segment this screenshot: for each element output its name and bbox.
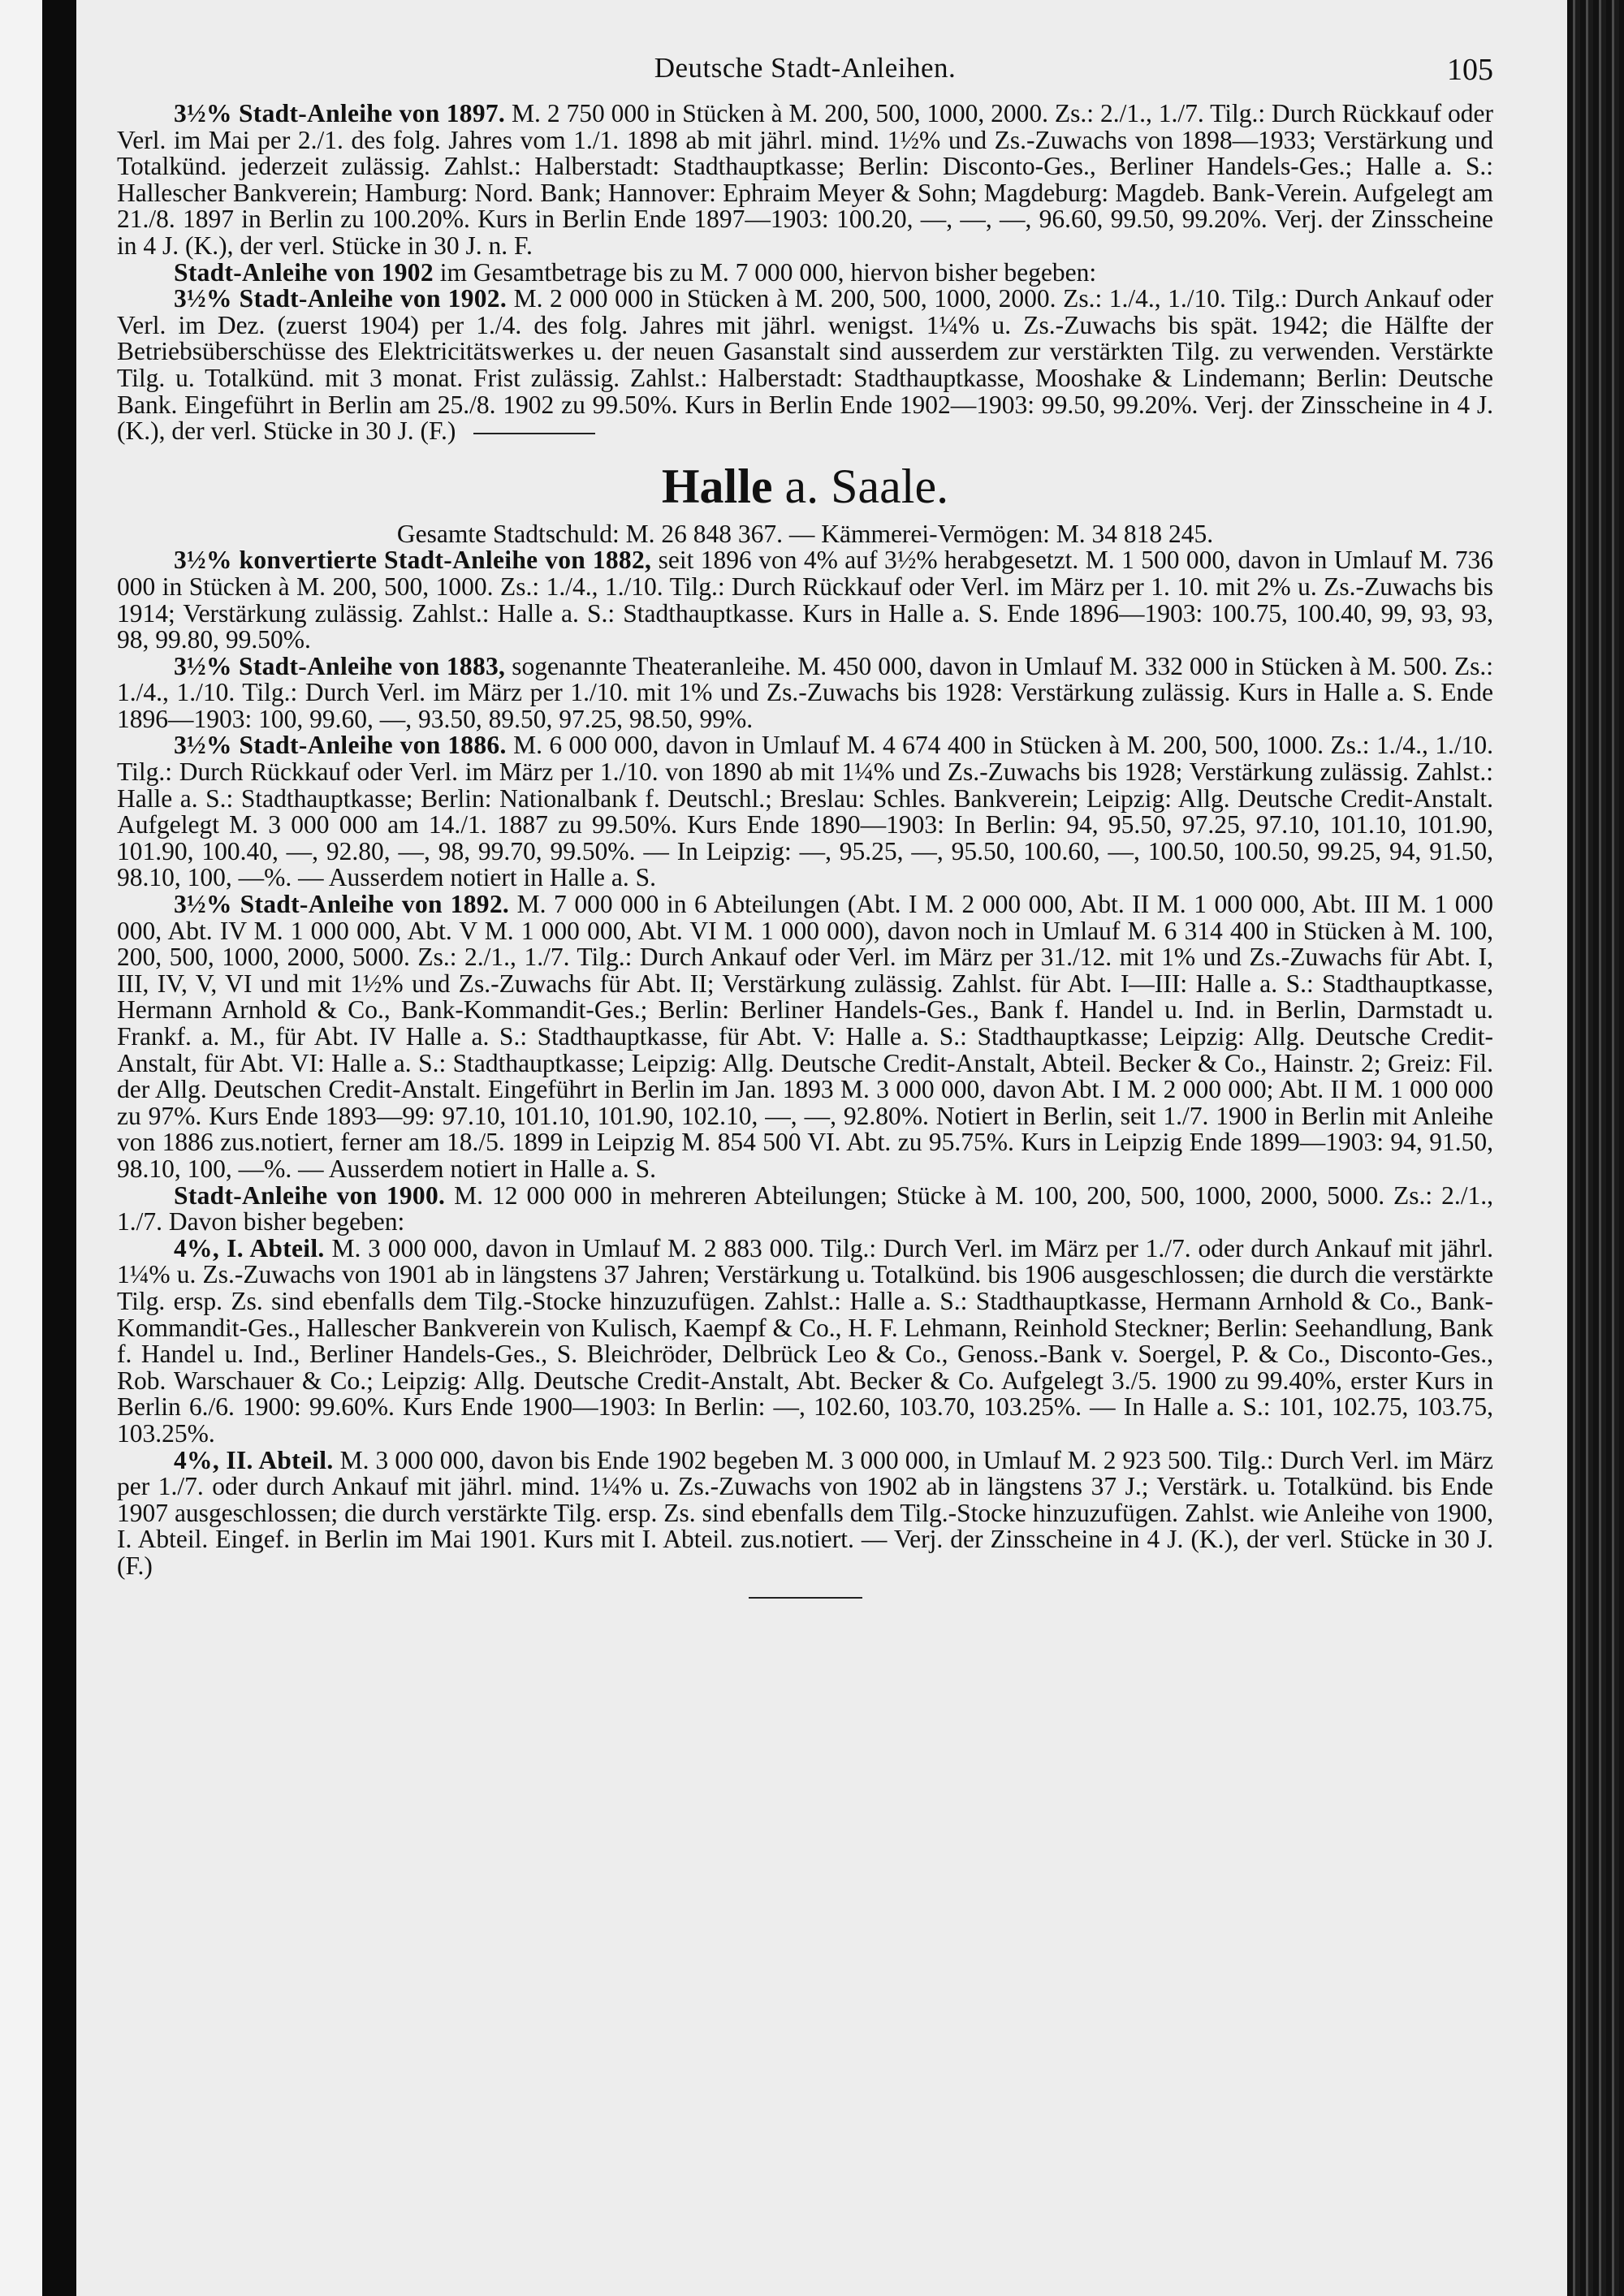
entry-body: im Gesamtbetrage bis zu M. 7 000 000, hiervon bisher begeben:: [439, 257, 1097, 287]
entry-halberstadt-1897: [117, 101, 1493, 260]
entry-halberstadt-1902-total: [117, 257, 1493, 287]
entry-lead: 3½% Stadt-Anleihe von 1886.: [174, 731, 507, 760]
entry-lead: 3½% Stadt-Anleihe von 1892.: [174, 890, 510, 919]
section-divider: [473, 433, 595, 434]
entry-lead: 3½% Stadt-Anleihe von 1902.: [174, 284, 508, 313]
entry-body: sogenannte Theateranleihe. M. 450 000, davon in Umlauf M. 332 000 in Stücken à M. 500. Zs.: 1./4., 1./10. Tilg.: Durch Verl. im März per 1./10. mit 1% und Zs.-Zuwachs bis 1928: Verstärkung zulässig. Kurs in Halle a. S. Ende 1896—1903: 100, 99.60, —, 93.50, 89.50, 97.25, 98.50, 99%.: [117, 651, 1493, 733]
running-head: [117, 52, 1493, 101]
entry-body: M. 12 000 000 in mehreren Abteilungen; Stücke à M. 100, 200, 500, 1000, 2000, 5000. Zs.: 2./1., 1./7. Davon bisher begeben:: [117, 1180, 1494, 1236]
entry-body: seit 1896 von 4% auf 3½% herabgesetzt. M. 1 500 000, davon in Umlauf M. 736 000 in Stücken à M. 200, 500, 1000. Zs.: 1./4., 1./10. Tilg.: Durch Rückkauf oder Verl. im März per 1. 10. mit 2% u. Zs.-Zuwachs bis 1914; Verstärkung zulässig. Zahlst.: Halle a. S.: Stadthauptkasse. Kurs in Halle a. S. Ende 1896—1903: 100.75, 100.40, 99, 93, 93, 98, 99.80, 99.50%.: [117, 546, 1494, 654]
entry-halberstadt-1902: [117, 286, 1493, 445]
entry-lead: 3½% Stadt-Anleihe von 1883,: [174, 651, 506, 680]
entry-halle-1900-abt2: [117, 1445, 1493, 1580]
entry-body: M. 2 000 000 in Stücken à M. 200, 500, 1000, 2000. Zs.: 1./4., 1./10. Tilg.: Durch Ankauf oder Verl. im Dez. (zuerst 1904) per 1./4. des folg. Jahres mit jährl. wenigst. 1¼% u. Zs.-Zuwachs bis spät. 1942; die Hälfte der Betriebsüberschüsse des Elektricitätswerkes u. der neuen Gasanstalt sind ausserdem zur verstärkten Tilg. zu verwenden. Verstärkte Tilg. u. Totalkünd. mit 3 monat. Frist zulässig. Zahlst.: Halberstadt: Stadthauptkasse, Mooshake & Lindemann; Berlin: Deutsche Bank. Eingeführt in Berlin am 25./8. 1902 zu 99.50%. Kurs in Berlin Ende 1902—1903: 99.50, 99.20%. Verj. der Zinsscheine in 4 J. (K.), der verl. Stücke in 30 J. (F.): [117, 284, 1493, 446]
entry-lead: 3½% konvertierte Stadt-Anleihe von 1882,: [174, 546, 652, 575]
entry-halle-1882: [117, 547, 1493, 653]
entry-halle-1900-abt1: [117, 1233, 1494, 1448]
entry-lead: 3½% Stadt-Anleihe von 1897.: [174, 99, 506, 127]
scan-margin-left: [0, 0, 42, 2296]
entry-halle-1892: [117, 891, 1493, 1183]
entry-halle-1886: [117, 732, 1493, 891]
page-number: 105: [1447, 53, 1493, 87]
entry-body: M. 3 000 000, davon in Umlauf M. 2 883 000. Tilg.: Durch Verl. im März per 1./7. oder durch Ankauf mit jährl. 1¼% u. Zs.-Zuwachs von 1901 ab in längstens 37 Jahren; Verstärkung u. Totalkünd. bis 1906 ausgeschlossen; die durch die verstärkte Tilg. ersp. Zs. sind ebenfalls dem Tilg.-Stocke hinzuzufügen. Zahlst.: Halle a. S.: Stadthauptkasse, Hermann Arnhold & Co., Bank-Kommandit-Ges., Hallescher Bankverein von Kulisch, Kaempf & Co., H. F. Lehmann, Reinhold Steckner; Berlin: Seehandlung, Bank f. Handel u. Ind., Berliner Handels-Ges., S. Bleichröder, Delbrück Leo & Co., Genoss.-Bank v. Soergel, P. & Co., Disconto-Ges., Rob. Warschauer & Co.; Leipzig: Allg. Deutsche Credit-Anstalt, Abt. Becker & Co. Aufgelegt 3./5. 1900 zu 99.40%, erster Kurs in Berlin 6./6. 1900: 99.60%. Kurs Ende 1900—1903: In Berlin: —, 102.60, 103.70, 103.25%. — In Halle a. S.: 101, 102.75, 103.75, 103.25%.: [117, 1233, 1494, 1448]
running-title: Deutsche Stadt-Anleihen.: [654, 52, 957, 84]
page: [76, 0, 1567, 2296]
entry-lead: 4%, II. Abteil.: [174, 1445, 334, 1474]
entry-body: M. 7 000 000 in 6 Abteilungen (Abt. I M. 2 000 000, Abt. II M. 1 000 000, Abt. III M. 1 000 000, Abt. IV M. 1 000 000, Abt. V M. 1 000 000, Abt. VI M. 1 000 000), davon noch in Umlauf M. 6 314 400 in Stücken à M. 100, 200, 500, 1000, 2000, 5000. Zs.: 2./1., 1./7. Tilg.: Durch Ankauf oder Verl. im März per 31./12. mit 1% und Zs.-Zuwachs für Abt. I, III, IV, V, VI und mit 1½% und Zs.-Zuwachs für Abt. II; Verstärkung zulässig. Zahlst. für Abt. I—III: Halle a. S.: Stadthauptkasse, Hermann Arnhold & Co., Bank-Kommandit-Ges.; Berlin: Berliner Handels-Ges., Bank f. Handel u. Ind. in Berlin, Darmstadt u. Frankf. a. M., für Abt. IV Halle a. S.: Stadthauptkasse, für Abt. V: Halle a. S.: Stadthauptkasse; Leipzig: Allg. Deutsche Credit-Anstalt, für Abt. VI: Halle a. S.: Stadthauptkasse; Leipzig: Allg. Deutsche Credit-Anstalt, Abteil. Becker & Co., Hainstr. 2; Greiz: Fil. der Allg. Deutschen Credit-Anstalt. Eingeführt in Berlin im Jan. 1893 M. 3 000 000, davon Abt. I M. 2 000 000; Abt. II M. 1 000 000 zu 97%. Kurs Ende 1893—99: 97.10, 101.10, 101.90, 102.10, —, —, 92.80%. Notiert in Berlin, seit 1./7. 1900 in Berlin mit Anleihe von 1886 zus.notiert, ferner am 18./5. 1899 in Leipzig M. 854 500 VI. Abt. zu 95.75%. Kurs in Leipzig Ende 1899—1903: 94, 91.50, 98.10, 100, —%. — Ausserdem notiert in Halle a. S.: [117, 890, 1493, 1183]
text-column: [117, 52, 1493, 1599]
scan-book-edge: [1567, 0, 1624, 2296]
halle-debt-summary: Gesamte Stadtschuld: M. 26 848 367. — Kämmerei-Vermögen: M. 34 818 245.: [396, 519, 1214, 548]
entry-body: M. 6 000 000, davon in Umlauf M. 4 674 400 in Stücken à M. 200, 500, 1000. Zs.: 1./4., 1./10. Tilg.: Durch Rückkauf oder Verl. im März per 1./10. von 1890 ab mit 1¼% und Zs.-Zuwachs bis 1928; Verstärkung zulässig. Zahlst.: Halle a. S.: Stadthauptkasse; Berlin: Nationalbank f. Deutschl.; Breslau: Schles. Bankverein; Leipzig: Allg. Deutsche Credit-Anstalt. Aufgelegt M. 3 000 000 am 14./1. 1887 zu 99.50%. Kurs Ende 1890—1903: In Berlin: 94, 95.50, 97.25, 97.10, 101.10, 101.90, 101.90, 100.40, —, 92.80, —, 98, 99.70, 99.50%. — In Leipzig: —, 95.25, —, 95.50, 100.60, —, 100.50, 100.50, 99.25, 94, 91.50, 98.10, 100, —%. — Ausserdem notiert in Halle a. S.: [117, 731, 1493, 892]
section-title-main: Halle: [661, 459, 773, 513]
entry-halle-1900: [117, 1180, 1494, 1236]
entry-lead: Stadt-Anleihe von 1902: [174, 257, 434, 287]
entry-lead: 4%, I. Abteil.: [174, 1233, 325, 1262]
section-title-rest: a. Saale.: [784, 459, 949, 513]
section-title-halle: [117, 460, 1493, 513]
entry-lead: Stadt-Anleihe von 1900.: [174, 1180, 446, 1210]
end-divider: [749, 1597, 862, 1599]
entry-halle-1883: [117, 651, 1493, 733]
scan-binding-shadow: [42, 0, 76, 2296]
entry-body: M. 3 000 000, davon bis Ende 1902 begeben M. 3 000 000, in Umlauf M. 2 923 500. Tilg.: Durch Verl. im März per 1./7. oder durch Ankauf mit jährl. mind. 1¼% u. Zs.-Zuwachs von 1902 ab in längstens 37 J.; Verstärk. u. Totalkünd. bis Ende 1907 ausgeschlossen; die durch verstärkte Tilg. ersp. Zs. sind ebenfalls dem Tilg.-Stocke hinzuzufügen. Zahlst. wie Anleihe von 1900, I. Abteil. Eingef. in Berlin im Mai 1901. Kurs mit I. Abteil. zus.notiert. — Verj. der Zinsscheine in 4 J. (K.), der verl. Stücke in 30 J. (F.): [117, 1445, 1493, 1580]
entry-body: M. 2 750 000 in Stücken à M. 200, 500, 1000, 2000. Zs.: 2./1., 1./7. Tilg.: Durch Rückkauf oder Verl. im Mai per 2./1. des folg. Jahres vom 1./1. 1898 ab mit jährl. mind. 1½% und Zs.-Zuwachs von 1898—1933; Verstärkung und Totalkünd. jederzeit zulässig. Zahlst.: Halberstadt: Stadthauptkasse; Berlin: Disconto-Ges., Berliner Handels-Ges.; Halle a. S.: Hallescher Bankverein; Hamburg: Nord. Bank; Hannover: Ephraim Meyer & Sohn; Magdeburg: Magdeb. Bank-Verein. Aufgelegt am 21./8. 1897 in Berlin zu 100.20%. Kurs in Berlin Ende 1897—1903: 100.20, —, —, —, 96.60, 99.50, 99.20%. Verj. der Zinsscheine in 4 J. (K.), der verl. Stücke in 30 J. n. F.: [117, 99, 1493, 260]
